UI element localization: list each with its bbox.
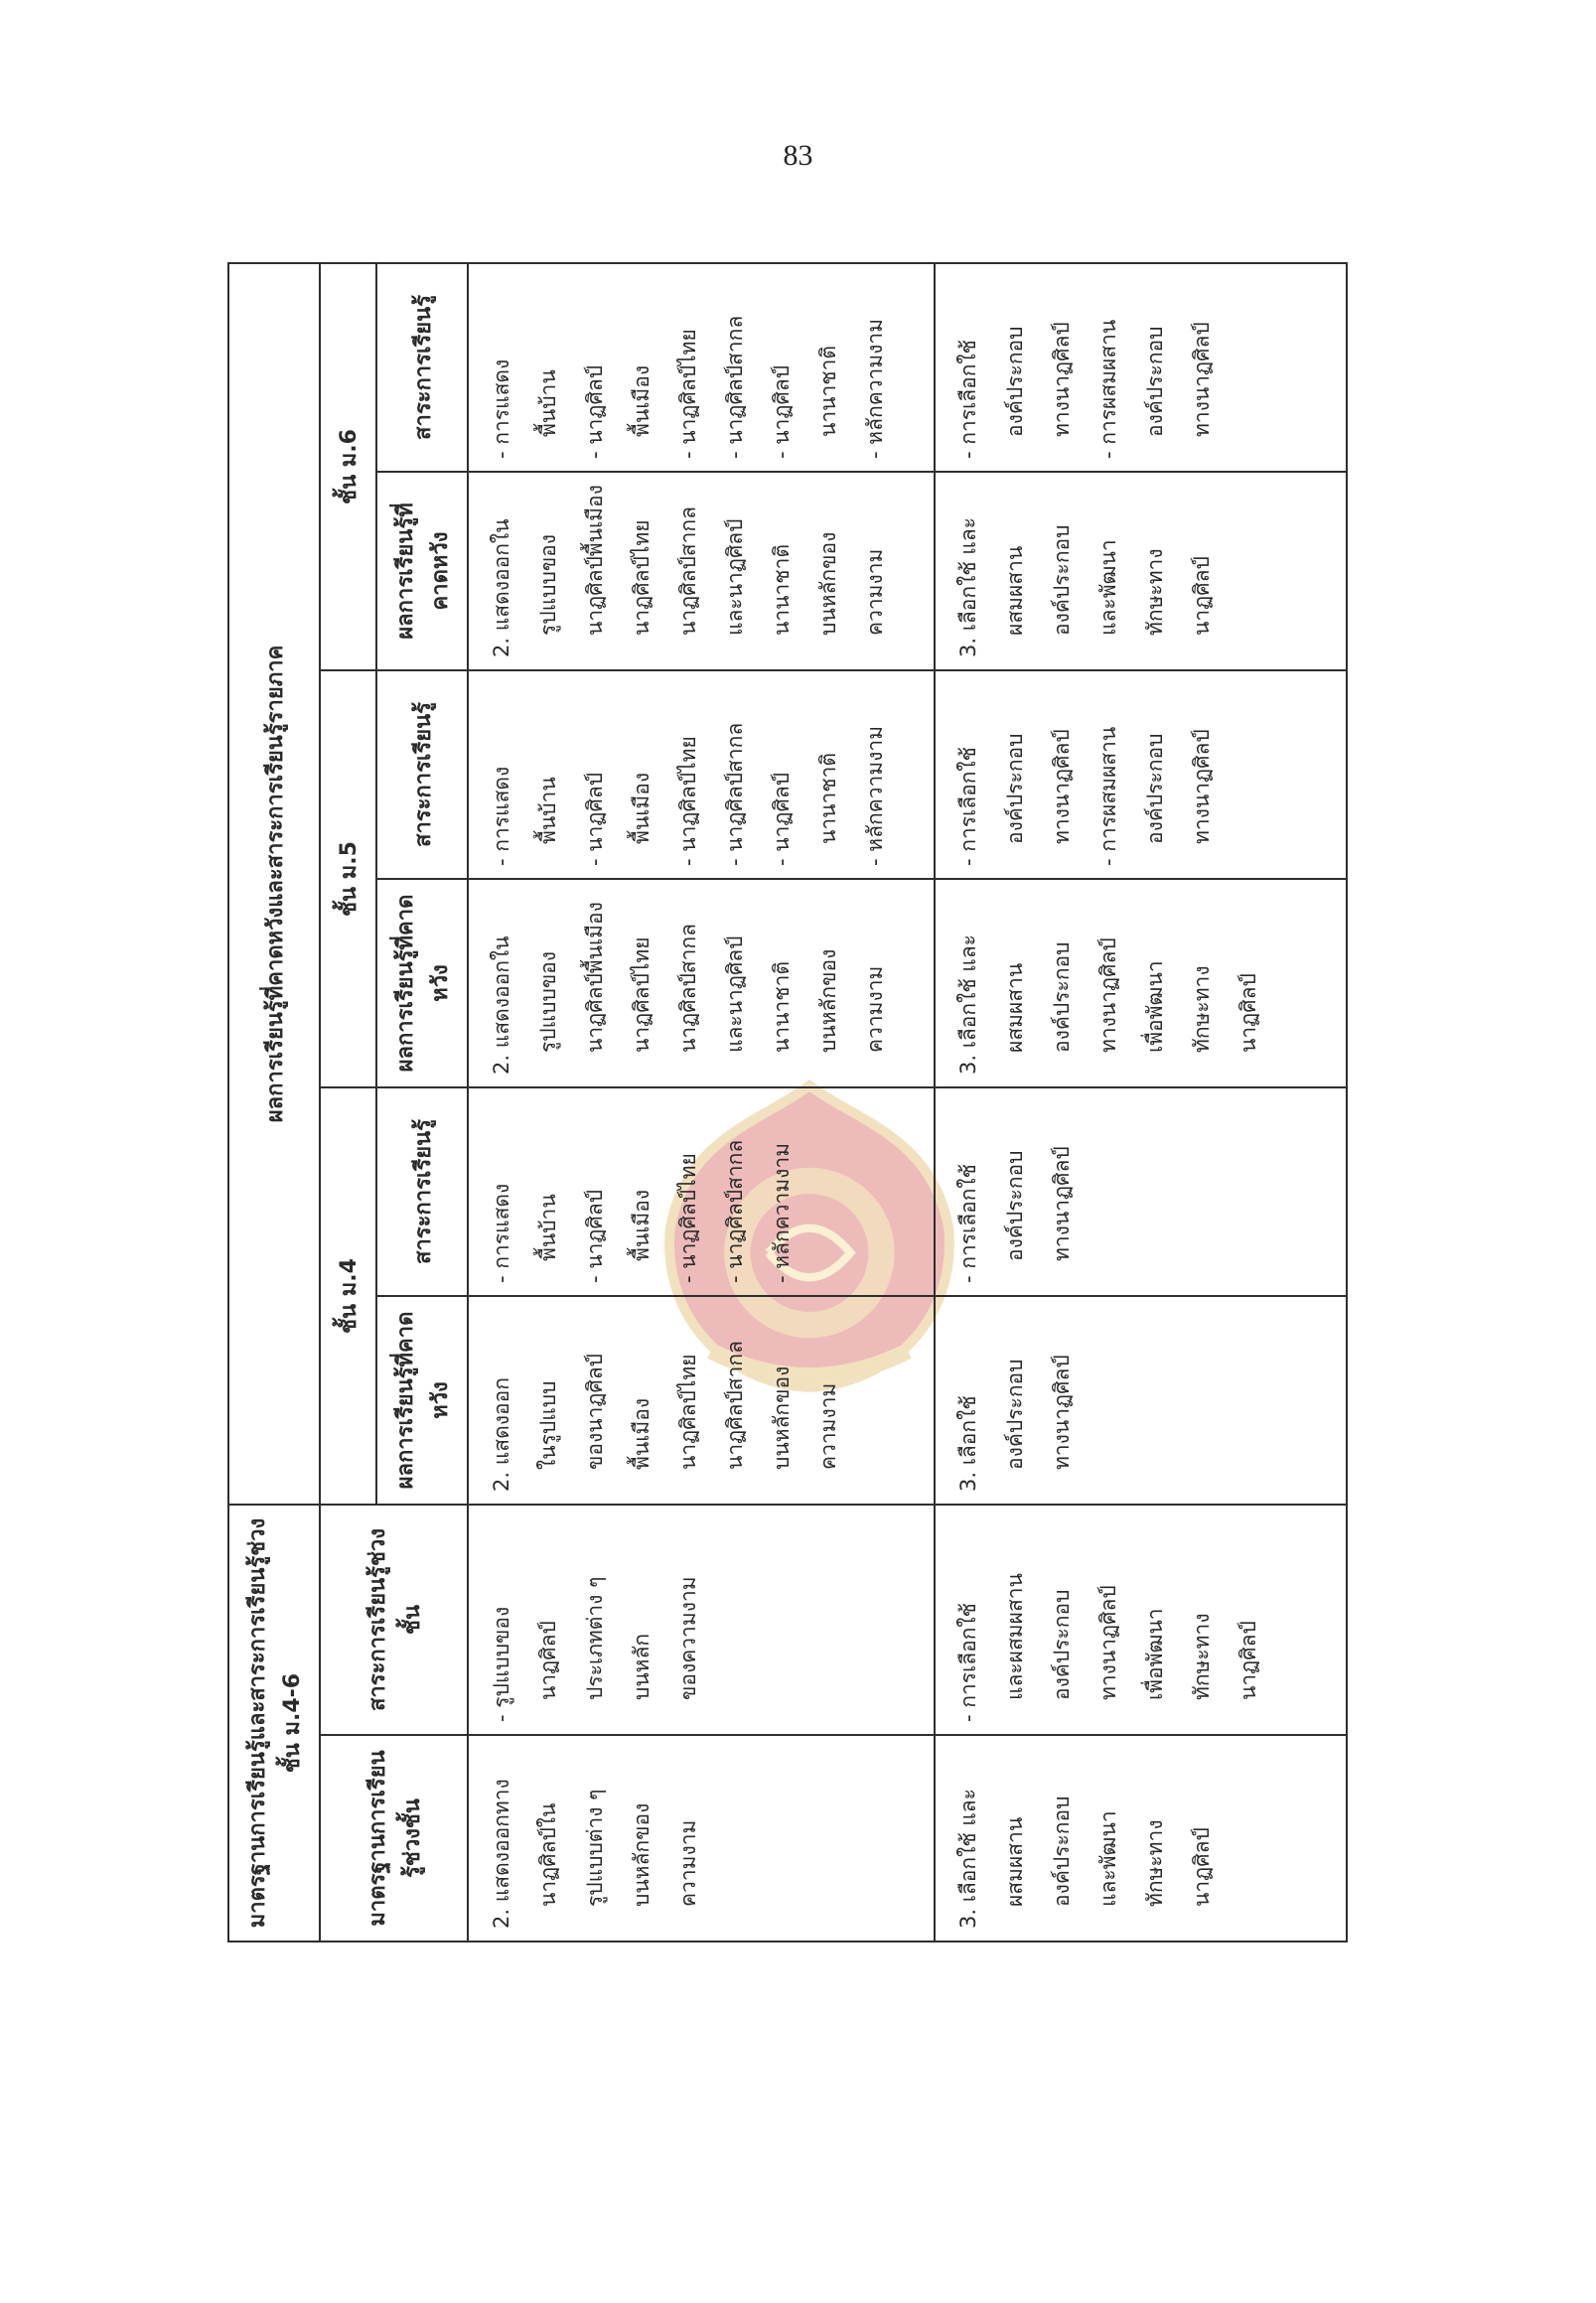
header-outcome-m5: ผลการเรียนรู้ที่คาดหวัง xyxy=(376,879,468,1087)
cell-line: นาฏศิลป์ไทย xyxy=(630,519,653,636)
cell-line: นาฏศิลป์ไทย xyxy=(630,936,653,1053)
header-outcome-m6: ผลการเรียนรู้ที่คาดหวัง xyxy=(376,472,468,670)
cell-line: และพัฒนา xyxy=(1096,1810,1120,1907)
cell-line: องค์ประกอบ xyxy=(1050,1589,1074,1700)
cell-line: นาฏศิลป์สากล xyxy=(723,1341,747,1470)
cell-line: ทักษะทาง xyxy=(1143,1819,1167,1907)
cell-line: ผสมผสาน xyxy=(1003,962,1027,1053)
cell-line: 2. แสดงออก xyxy=(490,1377,513,1492)
cell-line: รูปแบบของ xyxy=(536,950,560,1053)
cell-line: เพื่อพัฒนา xyxy=(1143,960,1167,1053)
cell-line: ความงาม xyxy=(676,1819,700,1907)
cell-line: - การเลือกใช้ xyxy=(956,747,980,866)
header-content-level: สาระการเรียนรู้ช่วงชั้น xyxy=(320,1505,468,1735)
cell-line: ทางนาฏศิลป์ xyxy=(1050,1355,1074,1470)
cell-line: พื้นบ้าน xyxy=(536,1194,560,1261)
cell-line: ของนาฏศิลป์ xyxy=(583,1353,607,1470)
header-grade-m4: ชั้น ม.4 xyxy=(320,1087,376,1505)
cell-line: - นาฏศิลป์ไทย xyxy=(676,736,700,866)
cell-line: - นาฏศิลป์ไทย xyxy=(676,329,700,459)
header-content-m4: สาระการเรียนรู้ xyxy=(376,1087,468,1296)
cell-line: นานาชาติ xyxy=(770,961,794,1053)
cell-line: - นาฏศิลป์ xyxy=(770,772,794,866)
cell-line: ของความงาม xyxy=(676,1576,700,1700)
cell-line: องค์ประกอบ xyxy=(1003,733,1027,844)
cell-line: ทางนาฏศิลป์ xyxy=(1096,937,1120,1053)
cell-line: และพัฒนา xyxy=(1096,539,1120,636)
cell-line: ทางนาฏศิลป์ xyxy=(1190,729,1214,844)
cell-line: ประเภทต่าง ๆ xyxy=(583,1576,607,1700)
cell-line: 3. เลือกใช้ xyxy=(956,1395,980,1492)
cell-line: บนหลักของ xyxy=(630,1802,653,1907)
cell-line: - หลักความงาม xyxy=(863,725,887,866)
cell-line: 3. เลือกใช้ และ xyxy=(956,517,980,657)
header-grade-m6: ชั้น ม.6 xyxy=(320,263,376,670)
cell-content-m6 xyxy=(935,263,1347,472)
curriculum-table xyxy=(227,262,1348,1943)
cell-line: องค์ประกอบ xyxy=(1143,733,1167,844)
cell-line: นาฏศิลป์ xyxy=(1190,1827,1214,1907)
cell-line: ความงาม xyxy=(863,548,887,636)
cell-line: องค์ประกอบ xyxy=(1050,941,1074,1053)
cell-line: นาฏศิลป์สากล xyxy=(676,506,700,636)
header-content-m5: สาระการเรียนรู้ xyxy=(376,670,468,879)
table-row xyxy=(468,263,935,1942)
cell-line: - การแสดง xyxy=(490,359,513,459)
cell-line: และนาฏศิลป์ xyxy=(723,518,747,636)
cell-line: ความงาม xyxy=(816,1382,840,1470)
cell-line: นาฏศิลป์ xyxy=(1236,1621,1260,1700)
cell-line: ทางนาฏศิลป์ xyxy=(1050,1146,1074,1261)
cell-line: นาฏศิลป์ xyxy=(1236,973,1260,1053)
cell-line: นาฏศิลป์ไทย xyxy=(676,1354,700,1470)
cell-line: - นาฏศิลป์ xyxy=(583,364,607,459)
cell-line: พื้นบ้าน xyxy=(536,369,560,437)
cell-line: - นาฏศิลป์ xyxy=(583,772,607,866)
cell-line: - นาฏศิลป์ไทย xyxy=(676,1153,700,1283)
cell-content-m4 xyxy=(935,1087,1347,1296)
cell-line: - การผสมผสาน xyxy=(1096,319,1120,459)
cell-line: และนาฏศิลป์ xyxy=(723,936,747,1053)
cell-line: ในรูปแบบ xyxy=(536,1380,560,1470)
header-grade-m5: ชั้น ม.5 xyxy=(320,670,376,1087)
cell-line: ทักษะทาง xyxy=(1190,1613,1214,1700)
cell-line: - นาฏศิลป์สากล xyxy=(723,722,747,866)
cell-content-m5 xyxy=(468,670,935,879)
cell-outcome-m6 xyxy=(468,472,935,670)
cell-outcome-m5 xyxy=(468,879,935,1087)
cell-line: - นาฏศิลป์สากล xyxy=(723,1139,747,1283)
cell-line: องค์ประกอบ xyxy=(1143,326,1167,437)
cell-line: 2. แสดงออกใน xyxy=(490,936,513,1075)
cell-line: พื้นบ้าน xyxy=(536,777,560,844)
cell-line: บนหลัก xyxy=(630,1633,653,1700)
cell-line: - การแสดง xyxy=(490,766,513,866)
cell-line: รูปแบบของ xyxy=(536,533,560,636)
cell-line: นาฏศิลป์ xyxy=(1190,556,1214,636)
cell-line: พื้นเมือง xyxy=(630,1189,653,1261)
cell-line: - การผสมผสาน xyxy=(1096,726,1120,866)
table-row xyxy=(935,263,1347,1942)
cell-line: นานาชาติ xyxy=(816,753,840,844)
curriculum-table-rotated xyxy=(227,264,1348,1943)
cell-line: ทักษะทาง xyxy=(1143,548,1167,636)
cell-line: ทางนาฏศิลป์ xyxy=(1050,322,1074,437)
cell-line: ความงาม xyxy=(863,965,887,1053)
cell-line: บนหลักของ xyxy=(770,1366,794,1470)
cell-line: พื้นเมือง xyxy=(630,772,653,844)
cell-line: นาฏศิลป์ xyxy=(536,1621,560,1700)
cell-content-m4 xyxy=(468,1087,935,1296)
page-number: 83 xyxy=(783,139,813,172)
cell-standard xyxy=(935,1735,1347,1942)
header-outcomes-group: ผลการเรียนรู้ที่คาดหวังและสาระการเรียนรู้รายภาค xyxy=(228,263,320,1505)
cell-line: 2. แสดงออกใน xyxy=(490,518,513,657)
cell-line: - การแสดง xyxy=(490,1183,513,1283)
cell-line: องค์ประกอบ xyxy=(1003,1359,1027,1470)
cell-line: พื้นเมือง xyxy=(630,1397,653,1470)
cell-line: บนหลักของ xyxy=(816,948,840,1053)
cell-line: ทางนาฏศิลป์ xyxy=(1190,322,1214,437)
cell-line: 3. เลือกใช้ และ xyxy=(956,935,980,1075)
cell-line: 2. แสดงออกทาง xyxy=(490,1779,513,1929)
cell-line: ผสมผสาน xyxy=(1003,1816,1027,1907)
cell-content-level xyxy=(935,1505,1347,1735)
cell-line: นาฏศิลป์พื้นเมือง xyxy=(583,902,607,1053)
cell-line: ผสมผสาน xyxy=(1003,545,1027,636)
cell-line: ทางนาฏศิลป์ xyxy=(1050,729,1074,844)
cell-line: - การเลือกใช้ xyxy=(956,1164,980,1283)
cell-line: - การเลือกใช้ xyxy=(956,1603,980,1722)
cell-line: นาฏศิลป์สากล xyxy=(676,924,700,1053)
cell-outcome-m4 xyxy=(468,1296,935,1505)
cell-line: พื้นเมือง xyxy=(630,364,653,437)
cell-line: - หลักความงาม xyxy=(770,1142,794,1283)
cell-outcome-m4 xyxy=(935,1296,1347,1505)
cell-line: นาฏศิลป์พื้นเมือง xyxy=(583,485,607,636)
cell-line: และผสมผสาน xyxy=(1003,1573,1027,1700)
cell-line: 3. เลือกใช้ และ xyxy=(956,1789,980,1929)
cell-standard xyxy=(468,1735,935,1942)
cell-line: - นาฏศิลป์ xyxy=(583,1189,607,1283)
cell-line: - รูปแบบของ xyxy=(490,1606,513,1722)
header-outcome-m4: ผลการเรียนรู้ที่คาดหวัง xyxy=(376,1296,468,1505)
cell-content-level xyxy=(468,1505,935,1735)
cell-line: - หลักความงาม xyxy=(863,318,887,459)
cell-line: องค์ประกอบ xyxy=(1003,1150,1027,1261)
header-standards-group: มาตรฐานการเรียนรู้และสาระการเรียนรู้ช่วงชั้น ม.4-6 xyxy=(228,1505,320,1942)
header-content-m6: สาระการเรียนรู้ xyxy=(376,263,468,472)
cell-content-m6 xyxy=(468,263,935,472)
cell-line: ทางนาฏศิลป์ xyxy=(1096,1585,1120,1700)
cell-outcome-m6 xyxy=(935,472,1347,670)
cell-line: นานาชาติ xyxy=(770,544,794,636)
cell-line: รูปแบบต่าง ๆ xyxy=(583,1789,607,1907)
cell-line: นาฏศิลป์ใน xyxy=(536,1802,560,1907)
cell-line: ทักษะทาง xyxy=(1190,965,1214,1053)
cell-outcome-m5 xyxy=(935,879,1347,1087)
header-standard: มาตรฐานการเรียนรู้ช่วงชั้น xyxy=(320,1735,468,1942)
cell-line: - นาฏศิลป์ xyxy=(770,364,794,459)
cell-line: นานาชาติ xyxy=(816,346,840,437)
cell-line: บนหลักของ xyxy=(816,531,840,636)
cell-line: - การเลือกใช้ xyxy=(956,340,980,459)
cell-line: องค์ประกอบ xyxy=(1050,1796,1074,1907)
cell-line: องค์ประกอบ xyxy=(1003,326,1027,437)
cell-content-m5 xyxy=(935,670,1347,879)
cell-line: - นาฏศิลป์สากล xyxy=(723,315,747,459)
cell-line: องค์ประกอบ xyxy=(1050,524,1074,636)
cell-line: เพื่อพัฒนา xyxy=(1143,1608,1167,1700)
